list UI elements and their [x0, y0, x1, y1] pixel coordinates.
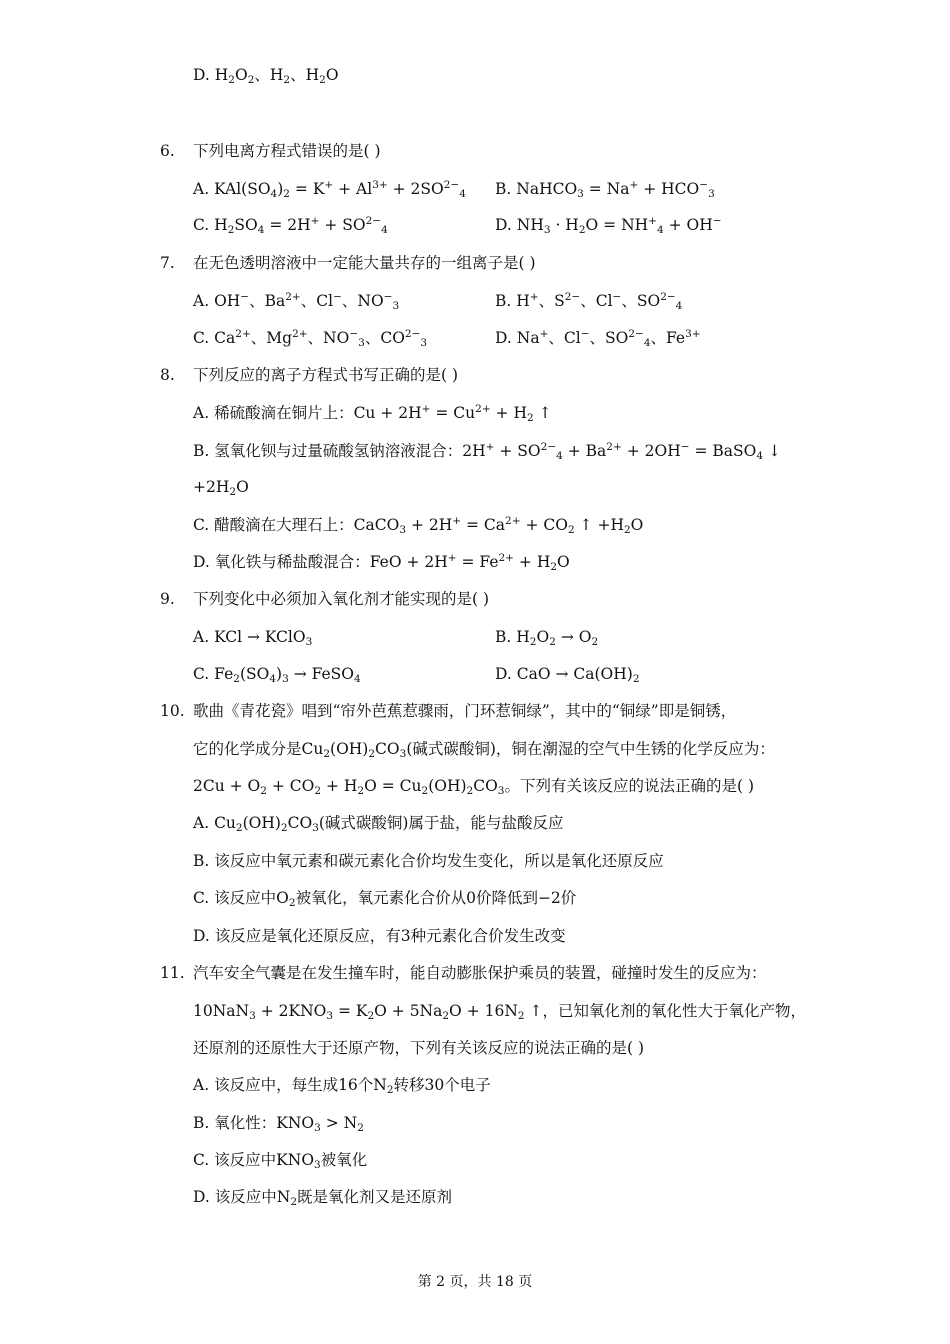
question-stem-line-3: 还原剂的还原性大于还原产物，下列有关该反应的说法正确的是( ) — [193, 1039, 645, 1057]
q10-option-c: C. 该反应中$O_2$被氧化，氧元素化合价从0价降低到−2价 — [193, 889, 577, 909]
question-number: 6. — [160, 142, 175, 160]
q8-option-a: A. 稀硫酸滴在铜片上：$Cu + 2H^+ = Cu^{2+} + H_2$ ↑ — [193, 403, 552, 424]
q9-option-c: C. $Fe_2(SO_4)_3$ → FeSO$_4$ — [193, 665, 361, 685]
q7-option-a: A. OH−、$Ba^{2+}$、Cl−、$NO^-_3$ — [193, 291, 400, 312]
q11-option-c: C. 该反应中$KNO_3$被氧化 — [193, 1151, 368, 1171]
q6-option-d: D. $NH_3 \cdot H_2O = NH^+_4 + OH^-$ — [495, 215, 722, 236]
q11-option-b: B. 氧化性：$KNO_3 > N_2$ — [193, 1114, 364, 1134]
question-stem: 下列变化中必须加入氧化剂才能实现的是( ) — [193, 590, 490, 608]
question-stem-line-2: $10NaN_3 + 2KNO_3 = K_2O + 5Na_2O + 16N_2$ ↑，已知氧化剂的氧化性大于氧化产物， — [193, 1002, 806, 1022]
q8-option-b-continued: $+2H_2O$ — [193, 478, 249, 498]
question-number: 9. — [160, 590, 175, 608]
question-stem: 下列电离方程式错误的是( ) — [193, 142, 381, 160]
question-number: 8. — [160, 366, 175, 384]
q9-option-b: B. $H_2O_2 \to O_2$ — [495, 628, 599, 648]
q9-option-d: D. CaO → $Ca(OH)_2$ — [495, 665, 640, 685]
question-stem-line-3: $2Cu + O_2 + CO_2 + H_2O = Cu_2(OH)_2CO_3$。下列有关该反应的说法正确的是( ) — [193, 777, 755, 797]
q6-option-a: A. $KAl(SO_4)_2 = K^+ + Al^{3+} + 2SO^{2-}_4$ — [193, 179, 466, 200]
q10-option-a: A. $Cu_2(OH)_2CO_3$(碱式碳酸铜)属于盐，能与盐酸反应 — [193, 814, 564, 834]
q6-option-c: C. $H_2SO_4 = 2H^+ + SO^{2-}_4$ — [193, 215, 388, 236]
q6-option-b: B. NaHCO$_3$ = $Na^+ + HCO^-_3$ — [495, 179, 715, 200]
q8-option-c: C. 醋酸滴在大理石上：CaCO$_3$ + $2H^+ = Ca^{2+} + CO_2$ ↑ $+H_2O$ — [193, 515, 644, 536]
q8-option-b: B. 氢氧化钡与过量硫酸氢钠溶液混合：$2H^+ + SO^{2-}_4 + Ba^{2+} + 2OH^-$ = BaSO$_4$ ↓ — [193, 441, 781, 462]
q7-option-c: C. $Ca^{2+}$、$Mg^{2+}$、$NO^-_3$、$CO^{2-}_3$ — [193, 328, 428, 349]
q7-option-b: B. H+、$S^{2-}$、Cl−、$SO^{2-}_4$ — [495, 291, 683, 312]
question-stem-line-1: 汽车安全气囊是在发生撞车时，能自动膨胀保护乘员的装置，碰撞时发生的反应为： — [193, 964, 767, 982]
question-stem-line-2: 它的化学成分是$Cu_2(OH)_2CO_3$(碱式碳酸铜)，铜在潮湿的空气中生锈的化学反应为： — [193, 740, 775, 760]
q5-option-d: D. $H_2O_2$、$H_2$、$H_2O$ — [193, 66, 339, 86]
question-stem: 在无色透明溶液中一定能大量共存的一组离子是( ) — [193, 254, 536, 272]
question-number: 11. — [160, 964, 185, 982]
q11-option-d: D. 该反应中$N_2$既是氧化剂又是还原剂 — [193, 1188, 453, 1208]
q10-option-d: D. 该反应是氧化还原反应，有3种元素化合价发生改变 — [193, 927, 566, 945]
q9-option-a: A. KCl → KClO$_3$ — [193, 628, 313, 648]
q10-option-b: B. 该反应中氧元素和碳元素化合价均发生变化，所以是氧化还原反应 — [193, 852, 664, 870]
question-number: 10. — [160, 702, 185, 720]
question-stem: 下列反应的离子方程式书写正确的是( ) — [193, 366, 459, 384]
q7-option-d: D. Na+、Cl−、$SO^{2-}_4$、$Fe^{3+}$ — [495, 328, 701, 349]
question-stem-line-1: 歌曲《青花瓷》唱到“帘外芭蕉惹骤雨，门环惹铜绿”，其中的“铜绿”即是铜锈， — [193, 702, 737, 720]
question-number: 7. — [160, 254, 175, 272]
q11-option-a: A. 该反应中，每生成16个$N_2$转移30个电子 — [193, 1076, 491, 1096]
page-footer: 第 2 页，共 18 页 — [417, 1274, 533, 1290]
q8-option-d: D. 氧化铁与稀盐酸混合：FeO + $2H^+ = Fe^{2+} + H_2O$ — [193, 552, 570, 573]
